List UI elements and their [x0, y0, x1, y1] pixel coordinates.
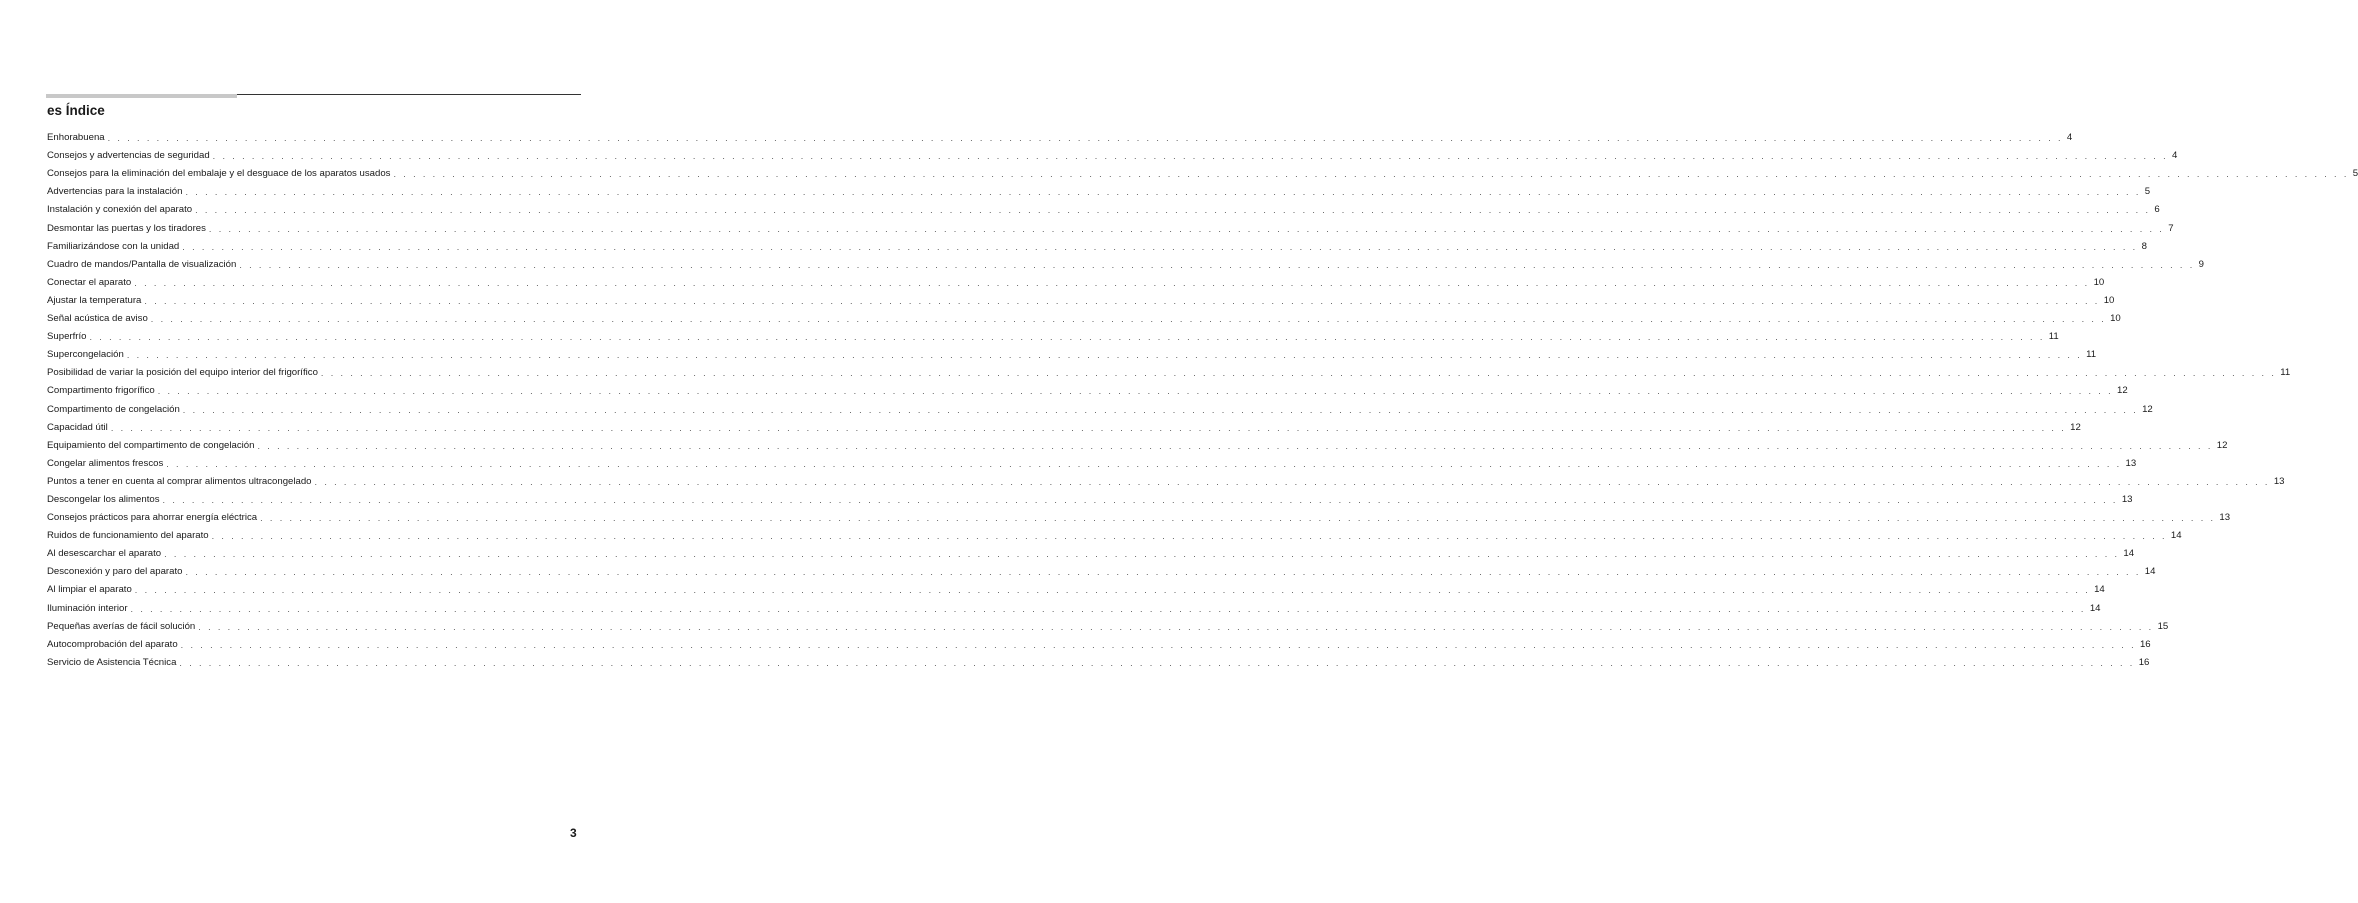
header-rule-thick [46, 94, 237, 98]
toc-leader-dots: . . . . . . . . . . . . . . . . . . . . . . . . . . . . . . . . . . . . . . . . . . . . . . . . . . . . . . . . . . . . . . . . . . . . . . . . . . . . . . . . . . . . . . . . . . . . . . . . . . . . . . . . . . . . . . . . . . . . . . . . . . . . . . . . . . . . . . . . . . . . . . . . . . . . . . . . . . . . . . . . . . . . . . . . . . . . . . . . . . . . . . . . . . . . . . . . . . . . . . . . [130, 603, 2086, 614]
toc-leader-dots: . . . . . . . . . . . . . . . . . . . . . . . . . . . . . . . . . . . . . . . . . . . . . . . . . . . . . . . . . . . . . . . . . . . . . . . . . . . . . . . . . . . . . . . . . . . . . . . . . . . . . . . . . . . . . . . . . . . . . . . . . . . . . . . . . . . . . . . . . . . . . . . . . . . . . . . . . . . . . . . . . . . . . . . . . . . . . . . . . . . . . . . . . . . . . . . . . . . . . . . . [257, 440, 2213, 451]
toc-entry[interactable] [47, 361, 2291, 379]
toc-leader-dots: . . . . . . . . . . . . . . . . . . . . . . . . . . . . . . . . . . . . . . . . . . . . . . . . . . . . . . . . . . . . . . . . . . . . . . . . . . . . . . . . . . . . . . . . . . . . . . . . . . . . . . . . . . . . . . . . . . . . . . . . . . . . . . . . . . . . . . . . . . . . . . . . . . . . . . . . . . . . . . . . . . . . . . . . . . . . . . . . . . . . . . . . . . . . . . . . . . . . . . . . [320, 368, 2277, 379]
toc-entry-title: Capacidad útil [47, 421, 108, 433]
toc-entry-title: Consejos prácticos para ahorrar energía eléctrica [47, 512, 258, 524]
toc-entry-title: Consejos y advertencias de seguridad [47, 150, 210, 162]
toc-entry-title: Servicio de Asistencia Técnica [47, 656, 177, 668]
toc-leader-dots: . . . . . . . . . . . . . . . . . . . . . . . . . . . . . . . . . . . . . . . . . . . . . . . . . . . . . . . . . . . . . . . . . . . . . . . . . . . . . . . . . . . . . . . . . . . . . . . . . . . . . . . . . . . . . . . . . . . . . . . . . . . . . . . . . . . . . . . . . . . . . . . . . . . . . . . . . . . . . . . . . . . . . . . . . . . . . . . . . . . . . . . . . . . . . . . . . . . . . . . . [393, 169, 2349, 180]
toc-entry-title: Consejos para la eliminación del embalaje y el desguace de los aparatos usados [47, 168, 391, 180]
toc-entry[interactable] [47, 397, 2153, 415]
toc-leader-dots: . . . . . . . . . . . . . . . . . . . . . . . . . . . . . . . . . . . . . . . . . . . . . . . . . . . . . . . . . . . . . . . . . . . . . . . . . . . . . . . . . . . . . . . . . . . . . . . . . . . . . . . . . . . . . . . . . . . . . . . . . . . . . . . . . . . . . . . . . . . . . . . . . . . . . . . . . . . . . . . . . . . . . . . . . . . . . . . . . . . . . . . . . . . . . . . . . . . . . . . . [134, 277, 2090, 288]
toc-entry-page: 14 [2170, 530, 2182, 542]
toc-entry[interactable] [47, 578, 2105, 596]
toc-entry[interactable] [47, 452, 2137, 470]
toc-leader-dots: . . . . . . . . . . . . . . . . . . . . . . . . . . . . . . . . . . . . . . . . . . . . . . . . . . . . . . . . . . . . . . . . . . . . . . . . . . . . . . . . . . . . . . . . . . . . . . . . . . . . . . . . . . . . . . . . . . . . . . . . . . . . . . . . . . . . . . . . . . . . . . . . . . . . . . . . . . . . . . . . . . . . . . . . . . . . . . . . . . . . . . . . . . . . . . . . . . . . . . . . [198, 621, 2154, 632]
toc-entry[interactable] [47, 434, 2228, 452]
toc-entry[interactable] [47, 325, 2059, 343]
toc-leader-dots: . . . . . . . . . . . . . . . . . . . . . . . . . . . . . . . . . . . . . . . . . . . . . . . . . . . . . . . . . . . . . . . . . . . . . . . . . . . . . . . . . . . . . . . . . . . . . . . . . . . . . . . . . . . . . . . . . . . . . . . . . . . . . . . . . . . . . . . . . . . . . . . . . . . . . . . . . . . . . . . . . . . . . . . . . . . . . . . . . . . . . . . . . . . . . . . . . . . . . . . . [89, 332, 2045, 343]
toc-entry[interactable] [47, 379, 2128, 397]
toc-entry-page: 12 [2142, 403, 2153, 415]
toc-entry-page: 6 [2154, 204, 2160, 216]
toc-entry[interactable] [47, 560, 2156, 578]
toc-entry-title: Puntos a tener en cuenta al comprar alimentos ultracongelado [47, 475, 312, 487]
header-rule-thin [237, 94, 581, 95]
toc-leader-dots: . . . . . . . . . . . . . . . . . . . . . . . . . . . . . . . . . . . . . . . . . . . . . . . . . . . . . . . . . . . . . . . . . . . . . . . . . . . . . . . . . . . . . . . . . . . . . . . . . . . . . . . . . . . . . . . . . . . . . . . . . . . . . . . . . . . . . . . . . . . . . . . . . . . . . . . . . . . . . . . . . . . . . . . . . . . . . . . . . . . . . . . . . . . . . . . . . . . . . . . . [179, 657, 2135, 668]
toc-entry-page: 10 [2103, 294, 2115, 306]
toc-entry[interactable] [47, 615, 2169, 633]
toc-leader-dots: . . . . . . . . . . . . . . . . . . . . . . . . . . . . . . . . . . . . . . . . . . . . . . . . . . . . . . . . . . . . . . . . . . . . . . . . . . . . . . . . . . . . . . . . . . . . . . . . . . . . . . . . . . . . . . . . . . . . . . . . . . . . . . . . . . . . . . . . . . . . . . . . . . . . . . . . . . . . . . . . . . . . . . . . . . . . . . . . . . . . . . . . . . . . . . . . . . . . . . . . [182, 241, 2138, 252]
toc-entry-title: Familiarizándose con la unidad [47, 240, 180, 252]
toc-entry-title: Señal acústica de aviso [47, 313, 148, 325]
toc-entry-page: 14 [2089, 602, 2101, 614]
toc-leader-dots: . . . . . . . . . . . . . . . . . . . . . . . . . . . . . . . . . . . . . . . . . . . . . . . . . . . . . . . . . . . . . . . . . . . . . . . . . . . . . . . . . . . . . . . . . . . . . . . . . . . . . . . . . . . . . . . . . . . . . . . . . . . . . . . . . . . . . . . . . . . . . . . . . . . . . . . . . . . . . . . . . . . . . . . . . . . . . . . . . . . . . . . . . . . . . . . . . . . . . . . . [126, 350, 2083, 361]
toc-leader-dots: . . . . . . . . . . . . . . . . . . . . . . . . . . . . . . . . . . . . . . . . . . . . . . . . . . . . . . . . . . . . . . . . . . . . . . . . . . . . . . . . . . . . . . . . . . . . . . . . . . . . . . . . . . . . . . . . . . . . . . . . . . . . . . . . . . . . . . . . . . . . . . . . . . . . . . . . . . . . . . . . . . . . . . . . . . . . . . . . . . . . . . . . . . . . . . . . . . . . . . . . [208, 223, 2165, 234]
toc-entry-page: 13 [2125, 457, 2137, 469]
toc-leader-dots: . . . . . . . . . . . . . . . . . . . . . . . . . . . . . . . . . . . . . . . . . . . . . . . . . . . . . . . . . . . . . . . . . . . . . . . . . . . . . . . . . . . . . . . . . . . . . . . . . . . . . . . . . . . . . . . . . . . . . . . . . . . . . . . . . . . . . . . . . . . . . . . . . . . . . . . . . . . . . . . . . . . . . . . . . . . . . . . . . . . . . . . . . . . . . . . . . . . . . . . . [134, 585, 2091, 596]
toc-entry[interactable] [47, 144, 2178, 162]
toc-entry-title: Descongelar los alimentos [47, 493, 160, 505]
toc-entry-title: Ajustar la temperatura [47, 294, 142, 306]
toc-leader-dots: . . . . . . . . . . . . . . . . . . . . . . . . . . . . . . . . . . . . . . . . . . . . . . . . . . . . . . . . . . . . . . . . . . . . . . . . . . . . . . . . . . . . . . . . . . . . . . . . . . . . . . . . . . . . . . . . . . . . . . . . . . . . . . . . . . . . . . . . . . . . . . . . . . . . . . . . . . . . . . . . . . . . . . . . . . . . . . . . . . . . . . . . . . . . . . . . . . . . . . . . [239, 259, 2195, 270]
page-number: 3 [570, 826, 577, 840]
page-title [47, 103, 105, 118]
toc-entry-title: Autocomprobación del aparato [47, 638, 178, 650]
toc-leader-dots: . . . . . . . . . . . . . . . . . . . . . . . . . . . . . . . . . . . . . . . . . . . . . . . . . . . . . . . . . . . . . . . . . . . . . . . . . . . . . . . . . . . . . . . . . . . . . . . . . . . . . . . . . . . . . . . . . . . . . . . . . . . . . . . . . . . . . . . . . . . . . . . . . . . . . . . . . . . . . . . . . . . . . . . . . . . . . . . . . . . . . . . . . . . . . . . . . . . . . . . . [195, 205, 2151, 216]
toc-entry[interactable] [47, 524, 2182, 542]
toc-entry-title: Desconexión y paro del aparato [47, 566, 183, 578]
toc-entry-title: Advertencias para la instalación [47, 186, 183, 198]
toc-entry[interactable] [47, 289, 2115, 307]
toc-leader-dots: . . . . . . . . . . . . . . . . . . . . . . . . . . . . . . . . . . . . . . . . . . . . . . . . . . . . . . . . . . . . . . . . . . . . . . . . . . . . . . . . . . . . . . . . . . . . . . . . . . . . . . . . . . . . . . . . . . . . . . . . . . . . . . . . . . . . . . . . . . . . . . . . . . . . . . . . . . . . . . . . . . . . . . . . . . . . . . . . . . . . . . . . . . . . . . . . . . . . . . . . [180, 639, 2136, 650]
toc-entry[interactable] [47, 253, 2204, 271]
toc-entry-title: Desmontar las puertas y los tiradores [47, 222, 206, 234]
toc-entry[interactable] [47, 162, 2358, 180]
toc-entry-page: 13 [2219, 512, 2231, 524]
toc-leader-dots: . . . . . . . . . . . . . . . . . . . . . . . . . . . . . . . . . . . . . . . . . . . . . . . . . . . . . . . . . . . . . . . . . . . . . . . . . . . . . . . . . . . . . . . . . . . . . . . . . . . . . . . . . . . . . . . . . . . . . . . . . . . . . . . . . . . . . . . . . . . . . . . . . . . . . . . . . . . . . . . . . . . . . . . . . . . . . . . . . . . . . . . . . . . . . . . . . . . . . . . . [185, 567, 2141, 578]
toc-entry-title: Cuadro de mandos/Pantalla de visualización [47, 258, 237, 270]
toc-entry-title: Al desescarchar el aparato [47, 548, 162, 560]
toc-entry-page: 11 [2280, 367, 2291, 379]
toc-entry-title: Iluminación interior [47, 602, 128, 614]
toc-entry-title: Supercongelación [47, 349, 124, 361]
toc-entry-page: 12 [2070, 421, 2081, 433]
toc-entry-title: Conectar el aparato [47, 276, 132, 288]
toc-leader-dots: . . . . . . . . . . . . . . . . . . . . . . . . . . . . . . . . . . . . . . . . . . . . . . . . . . . . . . . . . . . . . . . . . . . . . . . . . . . . . . . . . . . . . . . . . . . . . . . . . . . . . . . . . . . . . . . . . . . . . . . . . . . . . . . . . . . . . . . . . . . . . . . . . . . . . . . . . . . . . . . . . . . . . . . . . . . . . . . . . . . . . . . . . . . . . . . . . . . . . . . . [185, 187, 2141, 198]
toc-leader-dots: . . . . . . . . . . . . . . . . . . . . . . . . . . . . . . . . . . . . . . . . . . . . . . . . . . . . . . . . . . . . . . . . . . . . . . . . . . . . . . . . . . . . . . . . . . . . . . . . . . . . . . . . . . . . . . . . . . . . . . . . . . . . . . . . . . . . . . . . . . . . . . . . . . . . . . . . . . . . . . . . . . . . . . . . . . . . . . . . . . . . . . . . . . . . . . . . . . . . . . . . [260, 513, 2216, 524]
toc-entry-title: Superfrío [47, 331, 87, 343]
toc-leader-dots: . . . . . . . . . . . . . . . . . . . . . . . . . . . . . . . . . . . . . . . . . . . . . . . . . . . . . . . . . . . . . . . . . . . . . . . . . . . . . . . . . . . . . . . . . . . . . . . . . . . . . . . . . . . . . . . . . . . . . . . . . . . . . . . . . . . . . . . . . . . . . . . . . . . . . . . . . . . . . . . . . . . . . . . . . . . . . . . . . . . . . . . . . . . . . . . . . . . . . . . . [107, 133, 2063, 144]
toc-entry-page: 14 [2144, 566, 2156, 578]
toc-entry[interactable] [47, 506, 2231, 524]
toc-entry-page: 5 [2144, 186, 2151, 198]
toc-entry[interactable] [47, 596, 2101, 614]
toc-entry[interactable] [47, 651, 2150, 669]
toc-entry-page: 12 [2117, 385, 2128, 397]
toc-leader-dots: . . . . . . . . . . . . . . . . . . . . . . . . . . . . . . . . . . . . . . . . . . . . . . . . . . . . . . . . . . . . . . . . . . . . . . . . . . . . . . . . . . . . . . . . . . . . . . . . . . . . . . . . . . . . . . . . . . . . . . . . . . . . . . . . . . . . . . . . . . . . . . . . . . . . . . . . . . . . . . . . . . . . . . . . . . . . . . . . . . . . . . . . . . . . . . . . . . . . . . . . [164, 549, 2120, 560]
toc-entry-title: Ruidos de funcionamiento del aparato [47, 530, 209, 542]
toc-entry-title: Al limpiar el aparato [47, 584, 132, 596]
toc-leader-dots: . . . . . . . . . . . . . . . . . . . . . . . . . . . . . . . . . . . . . . . . . . . . . . . . . . . . . . . . . . . . . . . . . . . . . . . . . . . . . . . . . . . . . . . . . . . . . . . . . . . . . . . . . . . . . . . . . . . . . . . . . . . . . . . . . . . . . . . . . . . . . . . . . . . . . . . . . . . . . . . . . . . . . . . . . . . . . . . . . . . . . . . . . . . . . . . . . . . . . . . . [211, 531, 2167, 542]
toc-entry-page: 4 [2171, 150, 2178, 162]
toc-entry-page: 4 [2066, 132, 2073, 144]
toc-entry[interactable] [47, 180, 2151, 198]
toc-entry-page: 10 [2110, 313, 2121, 325]
toc-leader-dots: . . . . . . . . . . . . . . . . . . . . . . . . . . . . . . . . . . . . . . . . . . . . . . . . . . . . . . . . . . . . . . . . . . . . . . . . . . . . . . . . . . . . . . . . . . . . . . . . . . . . . . . . . . . . . . . . . . . . . . . . . . . . . . . . . . . . . . . . . . . . . . . . . . . . . . . . . . . . . . . . . . . . . . . . . . . . . . . . . . . . . . . . . . . . . . . . . . . . . . . . [166, 458, 2122, 469]
toc-entry[interactable] [47, 470, 2285, 488]
toc-entry-page: 10 [2093, 276, 2105, 288]
toc-entry-title: Pequeñas averías de fácil solución [47, 620, 196, 632]
toc-entry-page: 13 [2121, 493, 2133, 505]
toc-entry-page: 11 [2086, 349, 2097, 361]
toc-entry-page: 15 [2157, 620, 2169, 632]
toc-entry-page: 14 [2094, 584, 2105, 596]
language-code: es [47, 103, 63, 118]
toc-entry[interactable] [47, 416, 2081, 434]
toc-entry-page: 8 [2141, 240, 2147, 252]
toc-leader-dots: . . . . . . . . . . . . . . . . . . . . . . . . . . . . . . . . . . . . . . . . . . . . . . . . . . . . . . . . . . . . . . . . . . . . . . . . . . . . . . . . . . . . . . . . . . . . . . . . . . . . . . . . . . . . . . . . . . . . . . . . . . . . . . . . . . . . . . . . . . . . . . . . . . . . . . . . . . . . . . . . . . . . . . . . . . . . . . . . . . . . . . . . . . . . . . . . . . . . . . . . [314, 476, 2270, 487]
toc-entry-title: Congelar alimentos frescos [47, 457, 164, 469]
toc-entry[interactable] [47, 126, 2073, 144]
toc-entry-title: Compartimento frigorífico [47, 385, 155, 397]
table-of-contents [47, 126, 2358, 669]
toc-entry-page: 16 [2139, 638, 2151, 650]
toc-entry[interactable] [47, 633, 2151, 651]
toc-entry[interactable] [47, 488, 2133, 506]
toc-leader-dots: . . . . . . . . . . . . . . . . . . . . . . . . . . . . . . . . . . . . . . . . . . . . . . . . . . . . . . . . . . . . . . . . . . . . . . . . . . . . . . . . . . . . . . . . . . . . . . . . . . . . . . . . . . . . . . . . . . . . . . . . . . . . . . . . . . . . . . . . . . . . . . . . . . . . . . . . . . . . . . . . . . . . . . . . . . . . . . . . . . . . . . . . . . . . . . . . . . . . . . . . [110, 422, 2067, 433]
toc-entry-page: 12 [2216, 439, 2228, 451]
toc-entry-page: 16 [2138, 656, 2150, 668]
toc-entry-title: Instalación y conexión del aparato [47, 204, 193, 216]
toc-entry[interactable] [47, 542, 2135, 560]
toc-entry-title: Compartimento de congelación [47, 403, 180, 415]
toc-entry-page: 13 [2273, 475, 2285, 487]
toc-leader-dots: . . . . . . . . . . . . . . . . . . . . . . . . . . . . . . . . . . . . . . . . . . . . . . . . . . . . . . . . . . . . . . . . . . . . . . . . . . . . . . . . . . . . . . . . . . . . . . . . . . . . . . . . . . . . . . . . . . . . . . . . . . . . . . . . . . . . . . . . . . . . . . . . . . . . . . . . . . . . . . . . . . . . . . . . . . . . . . . . . . . . . . . . . . . . . . . . . . . . . . . . [212, 151, 2168, 162]
toc-entry[interactable] [47, 235, 2147, 253]
toc-leader-dots: . . . . . . . . . . . . . . . . . . . . . . . . . . . . . . . . . . . . . . . . . . . . . . . . . . . . . . . . . . . . . . . . . . . . . . . . . . . . . . . . . . . . . . . . . . . . . . . . . . . . . . . . . . . . . . . . . . . . . . . . . . . . . . . . . . . . . . . . . . . . . . . . . . . . . . . . . . . . . . . . . . . . . . . . . . . . . . . . . . . . . . . . . . . . . . . . . . . . . . . . [150, 314, 2107, 325]
toc-entry-title: Enhorabuena [47, 132, 105, 144]
toc-entry-title: Equipamiento del compartimento de congelación [47, 439, 255, 451]
toc-entry[interactable] [47, 198, 2160, 216]
toc-entry-title: Posibilidad de variar la posición del equipo interior del frigorífico [47, 367, 318, 379]
toc-entry[interactable] [47, 307, 2121, 325]
toc-entry[interactable] [47, 271, 2105, 289]
toc-leader-dots: . . . . . . . . . . . . . . . . . . . . . . . . . . . . . . . . . . . . . . . . . . . . . . . . . . . . . . . . . . . . . . . . . . . . . . . . . . . . . . . . . . . . . . . . . . . . . . . . . . . . . . . . . . . . . . . . . . . . . . . . . . . . . . . . . . . . . . . . . . . . . . . . . . . . . . . . . . . . . . . . . . . . . . . . . . . . . . . . . . . . . . . . . . . . . . . . . . . . . . . . [162, 494, 2118, 505]
toc-entry-page: 14 [2123, 548, 2135, 560]
toc-leader-dots: . . . . . . . . . . . . . . . . . . . . . . . . . . . . . . . . . . . . . . . . . . . . . . . . . . . . . . . . . . . . . . . . . . . . . . . . . . . . . . . . . . . . . . . . . . . . . . . . . . . . . . . . . . . . . . . . . . . . . . . . . . . . . . . . . . . . . . . . . . . . . . . . . . . . . . . . . . . . . . . . . . . . . . . . . . . . . . . . . . . . . . . . . . . . . . . . . . . . . . . . [182, 404, 2139, 415]
title-text: Índice [65, 103, 105, 118]
toc-leader-dots: . . . . . . . . . . . . . . . . . . . . . . . . . . . . . . . . . . . . . . . . . . . . . . . . . . . . . . . . . . . . . . . . . . . . . . . . . . . . . . . . . . . . . . . . . . . . . . . . . . . . . . . . . . . . . . . . . . . . . . . . . . . . . . . . . . . . . . . . . . . . . . . . . . . . . . . . . . . . . . . . . . . . . . . . . . . . . . . . . . . . . . . . . . . . . . . . . . . . . . . . [144, 295, 2100, 306]
toc-entry-page: 7 [2168, 222, 2174, 234]
toc-entry[interactable] [47, 216, 2174, 234]
toc-entry-page: 11 [2048, 331, 2059, 343]
toc-entry[interactable] [47, 343, 2097, 361]
toc-entry-page: 5 [2352, 168, 2358, 180]
toc-leader-dots: . . . . . . . . . . . . . . . . . . . . . . . . . . . . . . . . . . . . . . . . . . . . . . . . . . . . . . . . . . . . . . . . . . . . . . . . . . . . . . . . . . . . . . . . . . . . . . . . . . . . . . . . . . . . . . . . . . . . . . . . . . . . . . . . . . . . . . . . . . . . . . . . . . . . . . . . . . . . . . . . . . . . . . . . . . . . . . . . . . . . . . . . . . . . . . . . . . . . . . . . [157, 386, 2113, 397]
toc-entry-page: 9 [2198, 258, 2204, 270]
